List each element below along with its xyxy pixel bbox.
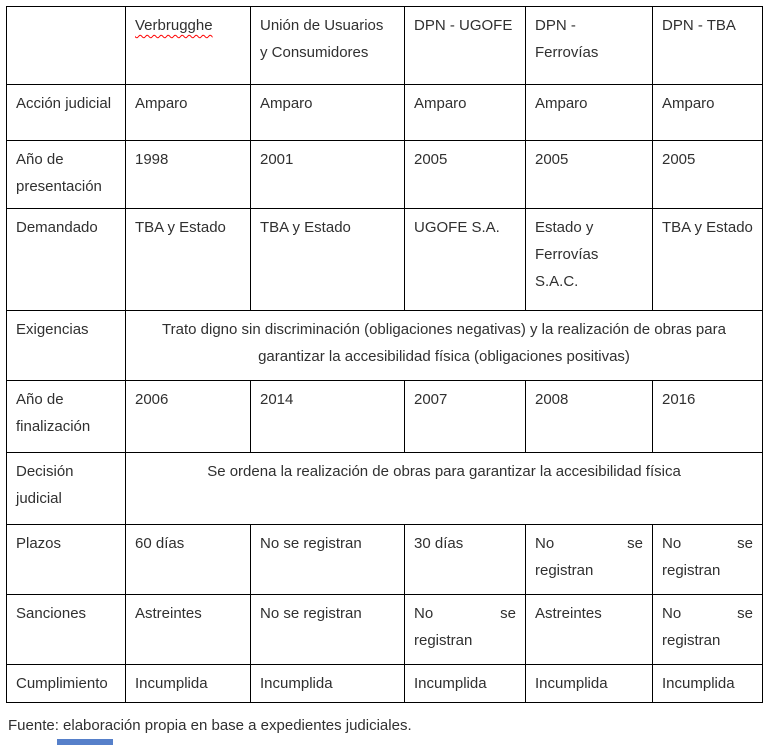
data-cell [526, 209, 653, 311]
header-cell [405, 7, 526, 85]
row-label: Año de presentación [7, 141, 126, 209]
cell-text: 60 días [135, 535, 185, 552]
data-cell [251, 525, 405, 595]
cell-text: Amparo [414, 95, 467, 112]
cell-text: registran [662, 632, 721, 649]
data-cell [126, 381, 251, 453]
cell-text: 1998 [135, 151, 169, 168]
cell-text: registran [535, 562, 594, 579]
row-label: Demandado [7, 209, 126, 311]
cell-text: Incumplida [135, 675, 208, 692]
cell-text: 2014 [260, 391, 294, 408]
table-row [7, 141, 763, 209]
cell-text: DPN - TBA [662, 17, 736, 34]
table-row [7, 381, 763, 453]
cell-text: TBA y Estado [260, 219, 351, 236]
data-cell [405, 381, 526, 453]
data-cell [251, 85, 405, 141]
data-cell [405, 141, 526, 209]
cell-text: No se [535, 535, 643, 552]
cell-text: No se registran [260, 535, 362, 552]
cell-text: No se registran [260, 605, 362, 622]
data-cell [126, 595, 251, 665]
cell-text: DPN - UGOFE [414, 17, 513, 34]
data-cell [251, 381, 405, 453]
data-cell [251, 209, 405, 311]
cell-text: 2001 [260, 151, 294, 168]
cell-text: TBA y Estado [662, 219, 753, 236]
cell-text: garantizar la accesibilidad física (obligaciones positivas) [258, 348, 630, 365]
header-cell-empty [7, 7, 126, 85]
data-cell [126, 209, 251, 311]
row-label: Sanciones [7, 595, 126, 665]
cell-text: Astreintes [535, 605, 602, 622]
data-cell [653, 381, 763, 453]
table-row [7, 85, 763, 141]
data-cell [126, 665, 251, 703]
cell-text: S.A.C. [535, 273, 579, 290]
merged-data-cell [126, 311, 763, 381]
cell-text: 30 días [414, 535, 464, 552]
cell-text: Incumplida [662, 675, 735, 692]
cell-text: Incumplida [535, 675, 608, 692]
data-cell [251, 665, 405, 703]
cell-text: Amparo [260, 95, 313, 112]
cell-text: Incumplida [414, 675, 487, 692]
table-row [7, 453, 763, 525]
cell-text: Amparo [535, 95, 588, 112]
data-cell [405, 665, 526, 703]
data-cell [405, 595, 526, 665]
row-label: Decisión judicial [7, 453, 126, 525]
data-cell [526, 381, 653, 453]
data-cell [251, 595, 405, 665]
header-cell [126, 7, 251, 85]
cell-text: registran [414, 632, 473, 649]
cell-text: Trato digno sin discriminación (obligaciones negativas) y la realización de obras para [162, 321, 726, 338]
data-cell [653, 595, 763, 665]
data-cell [405, 85, 526, 141]
partial-bottom-element [57, 739, 113, 745]
cell-text: Incumplida [260, 675, 333, 692]
header-cell [526, 7, 653, 85]
cell-text: No se [662, 535, 753, 552]
cell-text: 2005 [535, 151, 569, 168]
data-cell [405, 209, 526, 311]
data-cell [126, 525, 251, 595]
cell-text: 2005 [414, 151, 448, 168]
data-cell [526, 595, 653, 665]
cell-text: y Consumidores [260, 44, 369, 61]
header-cell [251, 7, 405, 85]
row-label: Cumplimiento [7, 665, 126, 703]
data-cell [526, 141, 653, 209]
cell-text: Unión de Usuarios [260, 17, 384, 34]
data-cell [251, 141, 405, 209]
header-cell [653, 7, 763, 85]
data-cell [653, 665, 763, 703]
data-cell [126, 85, 251, 141]
table-row [7, 209, 763, 311]
data-cell [526, 525, 653, 595]
row-label: Acción judicial [7, 85, 126, 141]
table-row [7, 311, 763, 381]
row-label: Año de finalización [7, 381, 126, 453]
table-row [7, 665, 763, 703]
row-label: Exigencias [7, 311, 126, 381]
cell-text: Verbrugghe [135, 17, 213, 34]
cell-text: Estado y [535, 219, 594, 236]
table-row [7, 595, 763, 665]
table-header-row [7, 7, 763, 85]
data-cell [526, 665, 653, 703]
cell-text: 2008 [535, 391, 569, 408]
table-row [7, 525, 763, 595]
row-label: Plazos [7, 525, 126, 595]
cell-text: registran [662, 562, 721, 579]
merged-data-cell [126, 453, 763, 525]
cell-text: Amparo [662, 95, 715, 112]
source-note: Fuente: elaboración propia en base a expedientes judiciales. [8, 717, 412, 734]
data-cell [653, 85, 763, 141]
data-cell [653, 141, 763, 209]
judicial-cases-table [6, 6, 763, 703]
cell-text: Amparo [135, 95, 188, 112]
data-cell [526, 85, 653, 141]
data-cell [653, 209, 763, 311]
case-table-body [7, 85, 763, 703]
cell-text: No se [662, 605, 753, 622]
cell-text: Astreintes [135, 605, 202, 622]
data-cell [405, 525, 526, 595]
cell-text: UGOFE S.A. [414, 219, 500, 236]
cell-text: TBA y Estado [135, 219, 226, 236]
data-cell [653, 525, 763, 595]
cell-text: Se ordena la realización de obras para garantizar la accesibilidad física [207, 463, 681, 480]
cell-text: Ferrovías [535, 246, 599, 263]
cell-text: 2006 [135, 391, 169, 408]
cell-text: 2005 [662, 151, 696, 168]
data-cell [126, 141, 251, 209]
cell-text: 2016 [662, 391, 696, 408]
cell-text: No se [414, 605, 516, 622]
cell-text: DPN - [535, 17, 576, 34]
cell-text: Ferrovías [535, 44, 599, 61]
cell-text: 2007 [414, 391, 448, 408]
